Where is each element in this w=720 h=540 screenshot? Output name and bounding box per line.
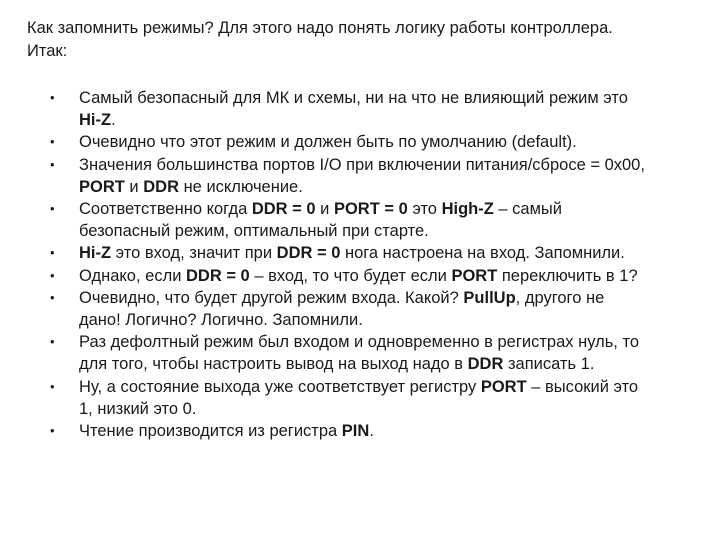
bullet-icon: • xyxy=(50,156,55,172)
text-run: Самый безопасный для МК и схемы, ни на что не влияющий режим это xyxy=(79,89,628,107)
text-run: – вход, то что будет если xyxy=(249,266,452,285)
intro-line-1: Как запомнить режимы? Для этого надо понять логику работы контроллера. xyxy=(27,19,613,37)
text-run: безопасный режим, оптимальный при старте. xyxy=(79,222,429,241)
list-item-line xyxy=(79,220,691,242)
text-run: – самый xyxy=(493,200,563,219)
bold-term: PORT xyxy=(79,177,125,196)
text-run: Очевидно что этот режим и должен быть по умолчанию (default). xyxy=(79,133,577,152)
intro-text xyxy=(27,17,707,63)
list-item-line xyxy=(79,87,691,109)
intro-line-2: Итак: xyxy=(27,42,68,60)
list-item-line xyxy=(79,265,691,287)
text-run: записать 1. xyxy=(503,355,595,374)
bold-term: Hi-Z xyxy=(79,111,112,130)
text-run: дано! Логично? Логично. Запомнили. xyxy=(79,311,363,330)
list-item-line xyxy=(79,353,691,375)
bold-term: High-Z xyxy=(441,200,494,219)
bold-term: DDR = 0 xyxy=(251,200,316,219)
list-item xyxy=(0,420,691,442)
bullet-icon: • xyxy=(50,245,55,261)
list-item xyxy=(0,242,691,264)
list-item-line xyxy=(79,131,691,153)
bold-term: PORT = 0 xyxy=(333,200,408,219)
bold-term: DDR = 0 xyxy=(276,244,341,263)
text-run: не исключение. xyxy=(178,177,303,196)
list-item-line xyxy=(79,287,691,309)
text-run: для того, чтобы настроить вывод на выход надо в xyxy=(79,355,468,374)
list-item-line xyxy=(79,398,691,420)
text-run: , другого не xyxy=(515,288,605,307)
list-item-line xyxy=(79,154,691,176)
bullet-icon: • xyxy=(50,201,55,217)
bullet-icon: • xyxy=(50,423,55,439)
list-item xyxy=(0,376,691,420)
bold-term: PullUp xyxy=(463,288,516,307)
text-run: 1, низкий это 0. xyxy=(79,399,197,418)
list-item-line xyxy=(79,198,691,220)
text-run: – высокий это xyxy=(526,377,639,396)
list-item xyxy=(0,131,691,153)
bullet-icon: • xyxy=(50,289,55,305)
list-item-line xyxy=(79,331,691,353)
list-item xyxy=(0,287,691,331)
list-item-line xyxy=(79,176,691,198)
text-run: . xyxy=(111,111,116,130)
text-run: нога настроена на вход. Запомнили. xyxy=(340,244,625,263)
bold-term: DDR = 0 xyxy=(186,266,250,285)
text-run: Чтение производится из регистра xyxy=(79,422,342,441)
bullet-icon: • xyxy=(50,90,55,105)
bold-term: PIN xyxy=(341,422,370,441)
list-item xyxy=(0,198,691,242)
bullet-list xyxy=(0,87,720,442)
text-run: это xyxy=(407,200,442,219)
text-run: переключить в 1? xyxy=(497,266,638,285)
list-item-line xyxy=(79,420,691,442)
bold-term: DDR xyxy=(143,177,179,196)
list-item xyxy=(0,87,691,131)
list-item-line xyxy=(79,242,691,264)
bold-term: Hi-Z xyxy=(79,244,112,263)
list-item-line xyxy=(79,309,691,331)
text-run: Ну, а состояние выхода уже соответствует регистру xyxy=(79,377,481,396)
text-run: и xyxy=(315,200,334,219)
text-run: это вход, значит при xyxy=(111,244,277,263)
bullet-icon: • xyxy=(50,134,55,150)
bold-term: DDR xyxy=(467,355,504,374)
list-item-line xyxy=(79,376,691,398)
bullet-icon: • xyxy=(50,267,55,283)
bullet-icon: • xyxy=(50,334,55,350)
text-run: Соответственно когда xyxy=(79,200,252,219)
bullet-icon: • xyxy=(50,378,55,394)
text-run: Очевидно, что будет другой режим входа. Какой? xyxy=(79,288,464,307)
list-item xyxy=(0,265,691,287)
text-run: Раз дефолтный режим был входом и одновременно в регистрах нуль, то xyxy=(79,333,640,352)
list-item xyxy=(0,154,691,198)
bold-term: PORT xyxy=(451,266,498,285)
text-run: Однако, если xyxy=(79,266,186,285)
text-run: Значения большинства портов I/O при включении питания/сбросе = 0x00, xyxy=(79,155,645,174)
bold-term: PORT xyxy=(480,377,527,396)
list-item xyxy=(0,331,691,375)
text-run: . xyxy=(369,422,374,441)
text-run: и xyxy=(124,177,144,196)
list-item-line xyxy=(79,109,691,131)
